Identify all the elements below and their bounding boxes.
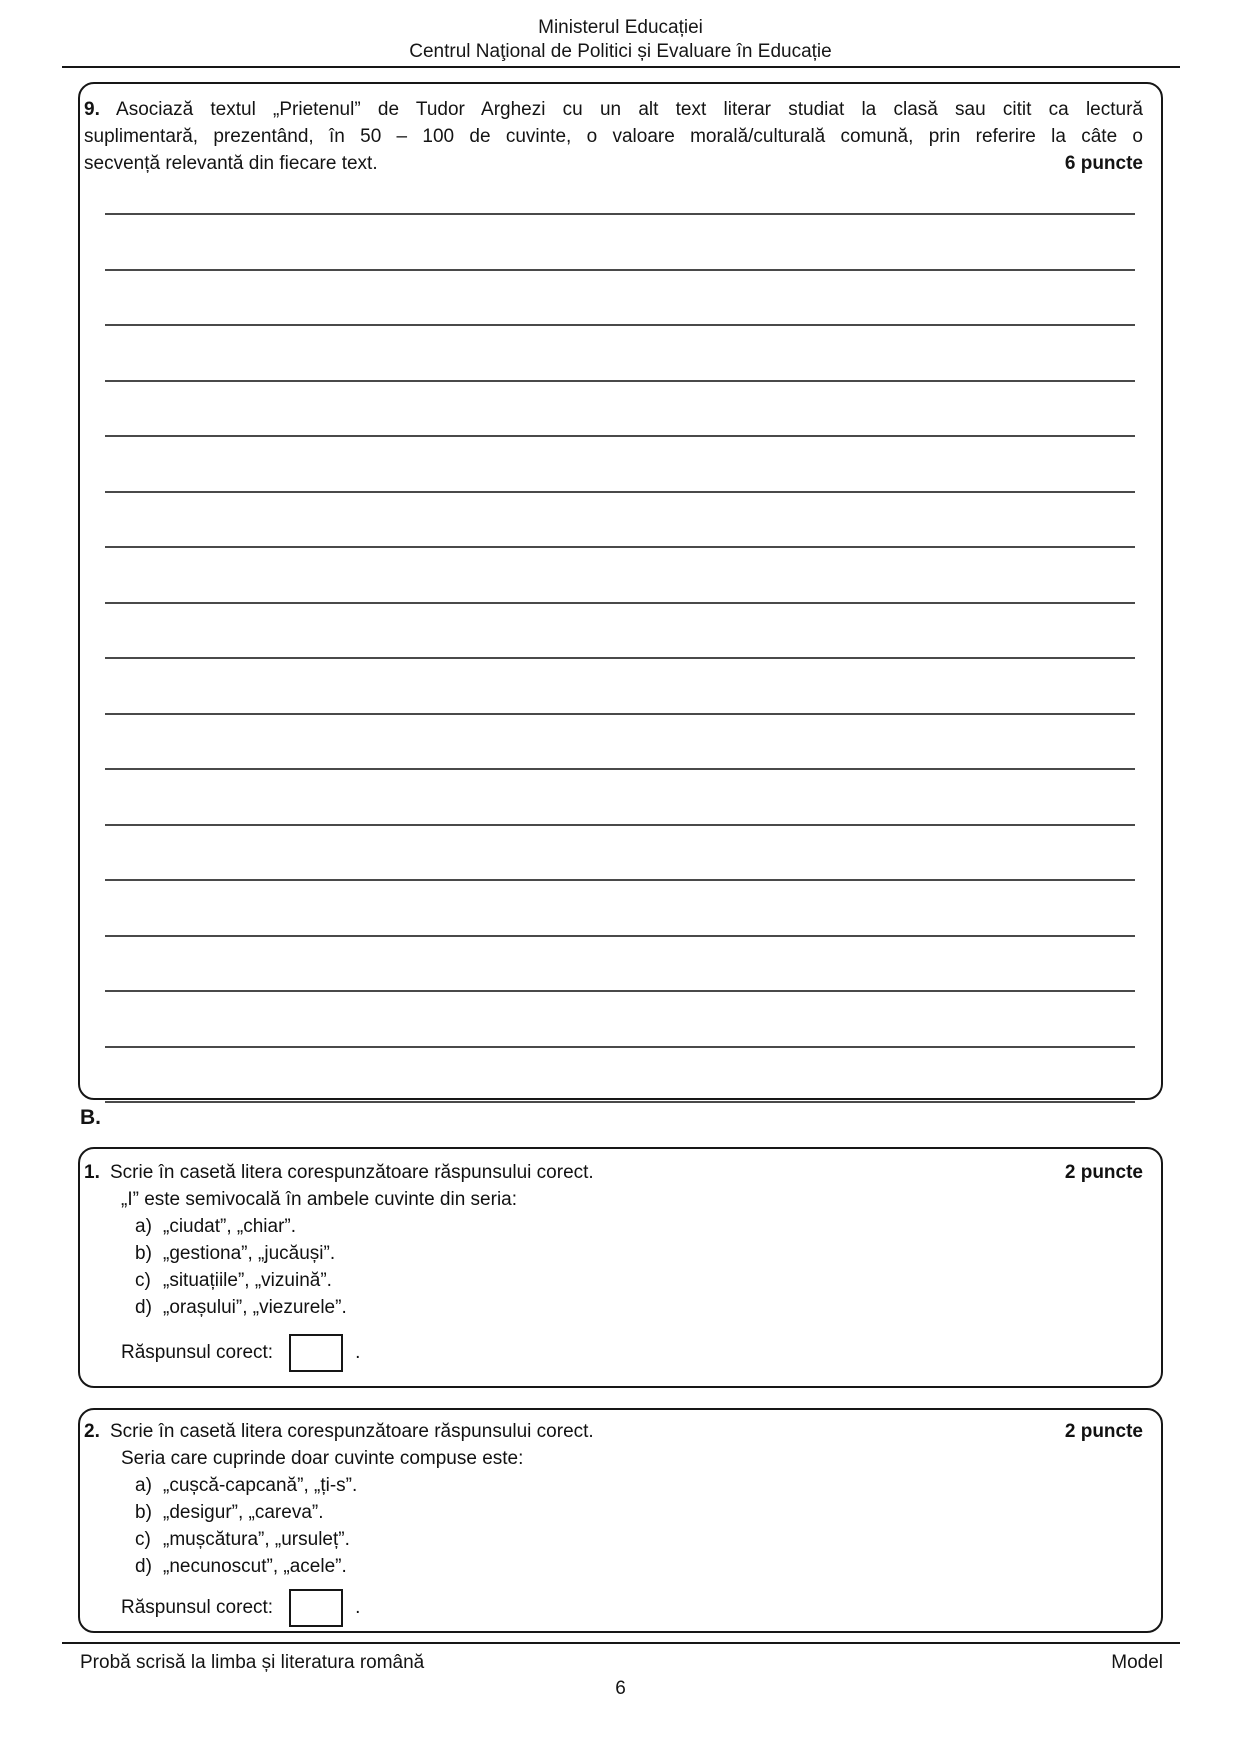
writing-line[interactable] [105,659,1135,715]
question-1-prompt [84,1159,594,1186]
header-divider [62,66,1180,68]
header-ministry: Ministerul Educației [538,17,703,38]
question-2-statement: Seria care cuprinde doar cuvinte compuse este: [121,1448,524,1469]
footer-model-label: Model [1111,1652,1163,1673]
question-2-prompt-row [84,1418,1143,1445]
writing-line[interactable] [105,604,1135,660]
writing-line[interactable] [105,548,1135,604]
question-1-number: 1. [84,1162,100,1183]
question-9-line3-row [84,150,1143,177]
question-1-options [135,1213,1143,1321]
writing-line[interactable] [105,177,1135,215]
question-9-points: 6 puncte [1064,153,1143,174]
question-2-answer-row [121,1586,1143,1630]
writing-line[interactable] [105,326,1135,382]
page-footer [80,1652,1163,1674]
option-a-text: „cușcă-capcană”, „ți-s”. [163,1475,358,1496]
question-9-line2: suplimentară, prezentând, în 50 – 100 de cuvinte, o valoare morală/culturală comună, prin referire la câte o [84,126,1143,147]
footer-divider [62,1642,1180,1644]
option-d-text: „orașului”, „viezurele”. [163,1297,347,1318]
writing-line[interactable] [105,770,1135,826]
option-d-text: „necunoscut”, „acele”. [163,1556,347,1577]
option-a [135,1213,1143,1240]
option-a [135,1472,1143,1499]
question-1-box [78,1147,1163,1388]
question-1-answer-label: Răspunsul corect: [121,1342,274,1363]
writing-line[interactable] [105,437,1135,493]
option-a-letter: a) [135,1216,152,1237]
question-2-prompt [84,1418,594,1445]
question-2-answer-label: Răspunsul corect: [121,1597,274,1618]
option-b-text: „desigur”, „careva”. [163,1502,324,1523]
option-b-text: „gestiona”, „jucăuși”. [163,1243,336,1264]
question-2-box [78,1408,1163,1633]
question-9-number: 9. [84,99,100,120]
question-1-statement: „I” este semivocală în ambele cuvinte din seria: [121,1189,518,1210]
question-9-text [84,96,1143,177]
writing-line[interactable] [105,937,1135,993]
option-d [135,1553,1143,1580]
question-9-line1: 9. Asociază textul „Prietenul” de Tudor Arghezi cu un alt text literar studiat la clasă sau citit ca lectură [84,99,1143,120]
writing-line[interactable] [105,1048,1135,1104]
page-header [0,16,1241,64]
question-2-answer-box[interactable] [289,1589,343,1627]
option-c [135,1267,1143,1294]
option-b [135,1499,1143,1526]
writing-line[interactable] [105,271,1135,327]
question-1-prompt-row [84,1159,1143,1186]
writing-lines [105,177,1135,1103]
question-2-number: 2. [84,1421,100,1442]
option-b [135,1240,1143,1267]
option-c-letter: c) [135,1270,151,1291]
writing-line[interactable] [105,992,1135,1048]
writing-line[interactable] [105,493,1135,549]
question-2-prompt-text: Scrie în casetă litera corespunzătoare răspunsului corect. [110,1421,594,1442]
writing-line[interactable] [105,382,1135,438]
question-2-answer-period: . [355,1597,361,1618]
page-number: 6 [615,1678,626,1699]
question-2-options [135,1472,1143,1580]
footer-exam-title: Probă scrisă la limba și literatura română [80,1652,425,1673]
question-1-answer-row [121,1331,1143,1375]
writing-line[interactable] [105,715,1135,771]
option-d-letter: d) [135,1297,152,1318]
writing-line[interactable] [105,881,1135,937]
option-c [135,1526,1143,1553]
question-2-points: 2 puncte [1064,1421,1143,1442]
option-d [135,1294,1143,1321]
question-1-answer-box[interactable] [289,1334,343,1372]
question-9-box [78,82,1163,1100]
question-1-answer-period: . [355,1342,361,1363]
question-1-points: 2 puncte [1064,1162,1143,1183]
option-b-letter: b) [135,1243,152,1264]
option-d-letter: d) [135,1556,152,1577]
question-9-line3: secvență relevantă din fiecare text. [84,153,378,174]
option-a-text: „ciudat”, „chiar”. [163,1216,297,1237]
option-c-text: „mușcătura”, „ursuleț”. [163,1529,350,1550]
question-1-prompt-text: Scrie în casetă litera corespunzătoare răspunsului corect. [110,1162,594,1183]
option-c-letter: c) [135,1529,151,1550]
option-b-letter: b) [135,1502,152,1523]
section-b-label: B. [80,1106,101,1129]
header-center: Centrul Naţional de Politici și Evaluare în Educație [409,41,832,62]
option-a-letter: a) [135,1475,152,1496]
writing-line[interactable] [105,826,1135,882]
option-c-text: „situațiile”, „vizuină”. [163,1270,332,1291]
writing-line[interactable] [105,215,1135,271]
